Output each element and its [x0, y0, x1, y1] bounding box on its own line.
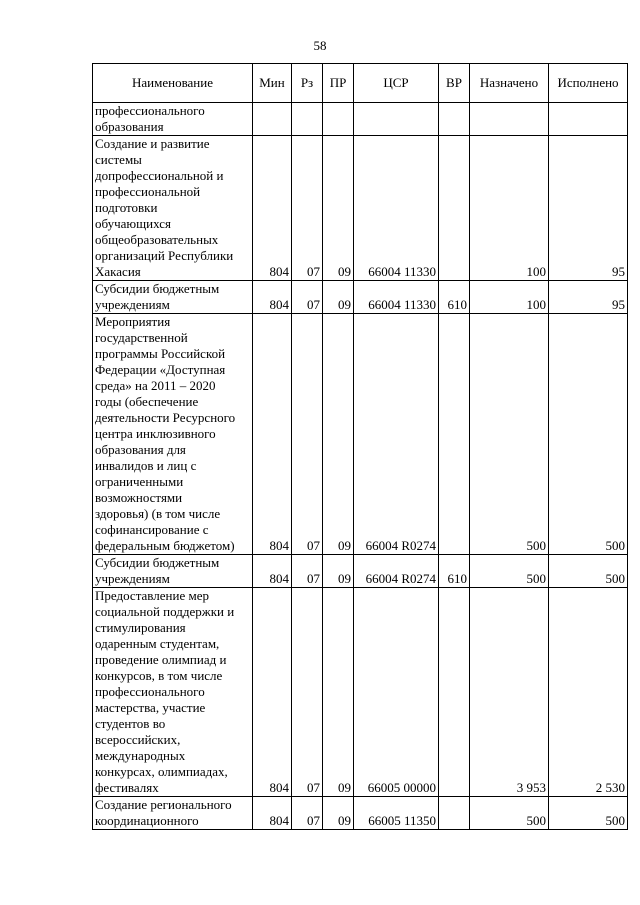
cell-name-line: учреждениям	[95, 571, 170, 586]
cell-name-line: государственной	[95, 330, 188, 345]
cell-name-line: студентов во	[95, 716, 166, 731]
cell-name-line: Создание и развитие	[95, 136, 210, 151]
cell-name-line: подготовки	[95, 200, 158, 215]
cell-rz	[292, 103, 323, 136]
cell-name	[93, 555, 253, 588]
cell-name-line: социальной поддержки и	[95, 604, 235, 619]
table-header-row	[93, 64, 628, 103]
cell-assigned: 500	[470, 314, 549, 555]
header-min: Мин	[253, 64, 292, 103]
cell-name-line: образования	[95, 119, 164, 134]
cell-name-line: организаций Республики	[95, 248, 234, 263]
cell-executed: 95	[549, 136, 628, 281]
cell-pr	[323, 103, 354, 136]
page-number: 58	[313, 38, 327, 53]
budget-table	[92, 63, 628, 830]
cell-name	[93, 797, 253, 830]
cell-name-line: общеобразовательных	[95, 232, 219, 247]
header-executed: Исполнено	[549, 64, 628, 103]
cell-min: 804	[253, 555, 292, 588]
cell-name-line: проведение олимпиад и	[95, 652, 227, 667]
cell-min	[253, 103, 292, 136]
cell-min: 804	[253, 588, 292, 797]
cell-pr: 09	[323, 797, 354, 830]
header-name: Наименование	[93, 64, 253, 103]
cell-name-line: Субсидии бюджетным	[95, 281, 220, 296]
header-csr: ЦСР	[354, 64, 439, 103]
cell-name-line: международных	[95, 748, 186, 763]
cell-name	[93, 588, 253, 797]
cell-executed: 500	[549, 797, 628, 830]
cell-name-line: возможностями	[95, 490, 183, 505]
cell-vr	[439, 588, 470, 797]
cell-csr: 66005 00000	[354, 588, 439, 797]
cell-csr	[354, 103, 439, 136]
cell-name-line: Федерации «Доступная	[95, 362, 226, 377]
cell-name-line: мастерства, участие	[95, 700, 206, 715]
cell-vr	[439, 797, 470, 830]
cell-name-line: обучающихся	[95, 216, 171, 231]
cell-name-line: Хакасия	[95, 264, 141, 279]
cell-csr: 66004 R0274	[354, 555, 439, 588]
table-row	[93, 555, 628, 588]
cell-name-line: системы	[95, 152, 142, 167]
cell-csr: 66004 R0274	[354, 314, 439, 555]
cell-name-line: координационного	[95, 813, 199, 828]
cell-name-line: Мероприятия	[95, 314, 171, 329]
cell-pr: 09	[323, 555, 354, 588]
cell-min: 804	[253, 136, 292, 281]
cell-name-line: профессиональной	[95, 184, 201, 199]
cell-pr: 09	[323, 588, 354, 797]
cell-name-line: конкурсов, в том числе	[95, 668, 223, 683]
cell-executed: 95	[549, 281, 628, 314]
table-row	[93, 103, 628, 136]
cell-rz: 07	[292, 588, 323, 797]
cell-name-line: Предоставление мер	[95, 588, 209, 603]
table-body	[93, 103, 628, 830]
cell-name-line: профессионального	[95, 684, 205, 699]
cell-assigned: 100	[470, 281, 549, 314]
cell-name-line: центра инклюзивного	[95, 426, 216, 441]
cell-name-line: учреждениям	[95, 297, 170, 312]
cell-assigned	[470, 103, 549, 136]
cell-name-line: федеральным бюджетом)	[95, 538, 235, 553]
cell-pr: 09	[323, 314, 354, 555]
cell-pr: 09	[323, 281, 354, 314]
cell-csr: 66004 11330	[354, 281, 439, 314]
cell-name-line: образования для	[95, 442, 186, 457]
cell-vr	[439, 314, 470, 555]
cell-name-line: программы Российской	[95, 346, 226, 361]
cell-vr: 610	[439, 281, 470, 314]
cell-vr	[439, 103, 470, 136]
cell-pr: 09	[323, 136, 354, 281]
cell-name-line: одаренным студентам,	[95, 636, 220, 651]
header-assigned: Назначено	[470, 64, 549, 103]
cell-min: 804	[253, 314, 292, 555]
cell-name-line: здоровья) (в том числе	[95, 506, 221, 521]
table-row	[93, 588, 628, 797]
table-row	[93, 797, 628, 830]
cell-name-line: допрофессиональной и	[95, 168, 224, 183]
header-vr: ВР	[439, 64, 470, 103]
cell-executed: 500	[549, 555, 628, 588]
cell-name-line: профессионального	[95, 103, 205, 118]
cell-csr: 66005 11350	[354, 797, 439, 830]
cell-vr: 610	[439, 555, 470, 588]
cell-assigned: 100	[470, 136, 549, 281]
cell-assigned: 500	[470, 555, 549, 588]
cell-rz: 07	[292, 136, 323, 281]
cell-name	[93, 136, 253, 281]
cell-vr	[439, 136, 470, 281]
table-row	[93, 136, 628, 281]
cell-name-line: фестивалях	[95, 780, 159, 795]
cell-name-line: софинансирование с	[95, 522, 209, 537]
cell-assigned: 500	[470, 797, 549, 830]
table-row	[93, 314, 628, 555]
cell-name	[93, 314, 253, 555]
cell-name-line: всероссийских,	[95, 732, 181, 747]
cell-name	[93, 103, 253, 136]
cell-rz: 07	[292, 281, 323, 314]
cell-rz: 07	[292, 314, 323, 555]
cell-executed: 2 530	[549, 588, 628, 797]
cell-min: 804	[253, 281, 292, 314]
cell-name-line: среда» на 2011 – 2020	[95, 378, 216, 393]
cell-name-line: годы (обеспечение	[95, 394, 199, 409]
cell-name-line: Создание регионального	[95, 797, 232, 812]
table-row	[93, 281, 628, 314]
cell-name-line: ограниченными	[95, 474, 184, 489]
cell-name-line: конкурсах, олимпиадах,	[95, 764, 228, 779]
cell-executed: 500	[549, 314, 628, 555]
cell-min: 804	[253, 797, 292, 830]
cell-name-line: стимулирования	[95, 620, 186, 635]
cell-executed	[549, 103, 628, 136]
cell-name-line: инвалидов и лиц с	[95, 458, 197, 473]
cell-name-line: Субсидии бюджетным	[95, 555, 220, 570]
cell-name	[93, 281, 253, 314]
cell-rz: 07	[292, 555, 323, 588]
cell-rz: 07	[292, 797, 323, 830]
cell-assigned: 3 953	[470, 588, 549, 797]
cell-name-line: деятельности Ресурсного	[95, 410, 236, 425]
header-pr: ПР	[323, 64, 354, 103]
header-rz: Рз	[292, 64, 323, 103]
cell-csr: 66004 11330	[354, 136, 439, 281]
